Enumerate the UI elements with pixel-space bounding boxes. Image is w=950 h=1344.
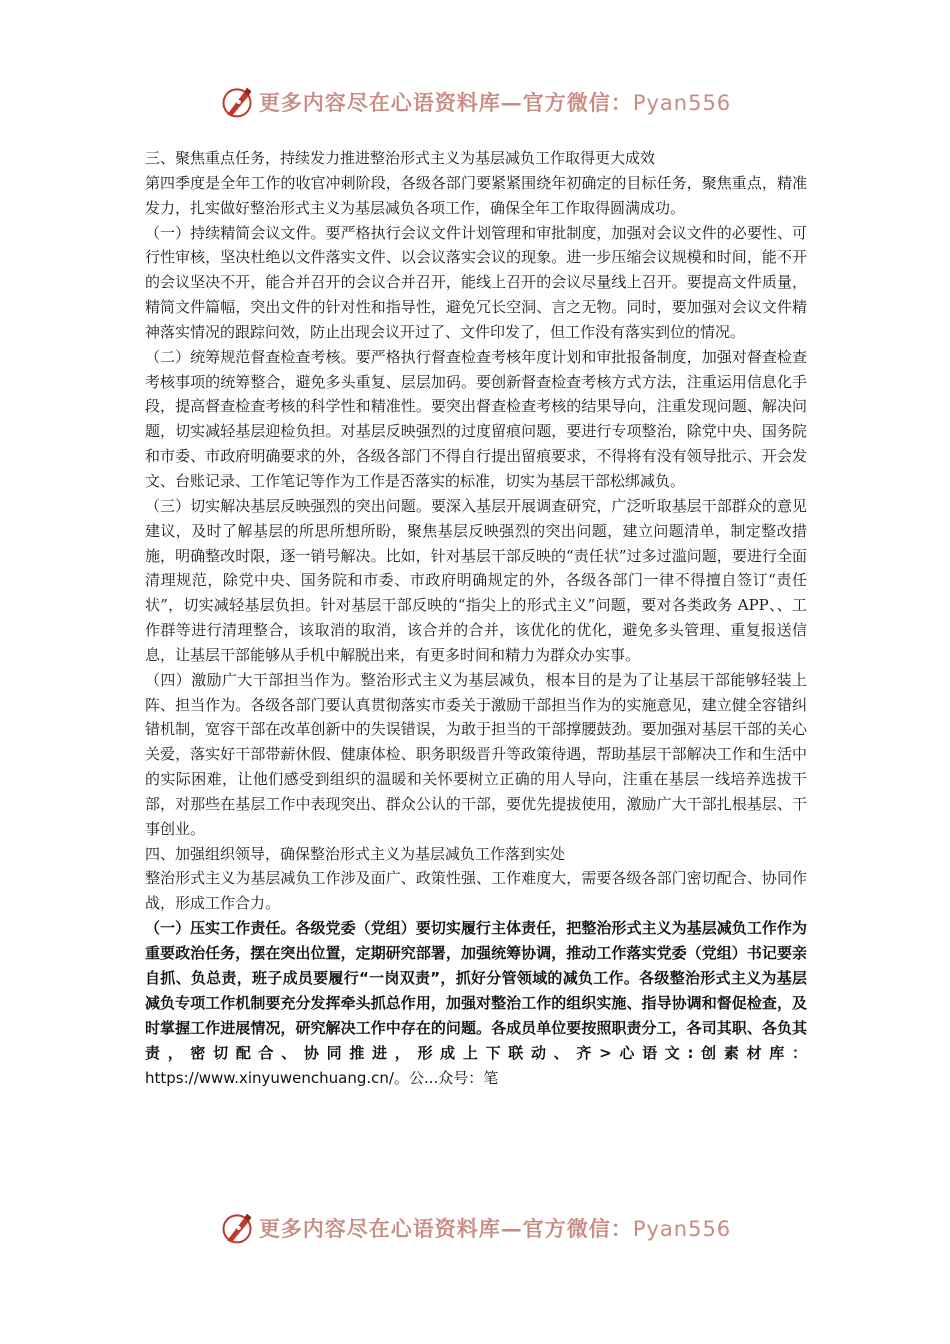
section-heading: 三、聚焦重点任务，持续发力推进整治形式主义为基层减负工作取得更大成效 <box>145 149 656 167</box>
pen-nib-logo-icon <box>219 1210 255 1246</box>
bold-paragraph: （一）压实工作责任。各级党委（党组）要切实履行主体责任，把整治形式主义为基层减负工作作为重要政治任务，摆在突出位置，定期研究部署，加强统筹协调，推动工作落实党委（党组）书记要亲自抓、负总责，班子成员要履行“一岗双责”，抓好分管领域的减负工作。各级整治形式主义为基层减负专项工作机制要充分发挥牵头抓总作用，加强对整治工作的组织实施、指导协调和督促检查，及时掌握工作进展情况，研究解决工作中存在的问题。各成员单位要按照职责分工，各司其职、各负其责，密切配合、协同推进，形成上下联动、齐>心语文:创素材库：https://www.xinyuwenchuang.cn/。公...众号：笔 <box>145 919 807 1087</box>
paragraph: 第四季度是全年工作的收官冲刺阶段，各级各部门要紧紧围绕年初确定的目标任务，聚焦重点，精准发力，扎实做好整治形式主义为基层减负各项工作，确保全年工作取得圆满成功。 <box>145 173 807 217</box>
header-banner <box>0 82 950 122</box>
footer-banner <box>0 1208 950 1248</box>
document-body <box>145 146 807 1091</box>
paragraph: （四）激励广大干部担当作为。整治形式主义为基层减负，根本目的是为了让基层干部能够轻装上阵、担当作为。各级各部门要认真贯彻落实市委关于激励干部担当作为的实施意见，建立健全容错纠错机制，宽容干部在改革创新中的失误错误，为敢于担当的干部撑腰鼓劲。要加强对基层干部的关心关爱，落实好干部带薪休假、健康体检、职务职级晋升等政策待遇，帮助基层干部解决工作和生活中的实际困难，让他们感受到组织的温暖和关怀要树立正确的用人导向，注重在基层一线培养选拔干部，对那些在基层工作中表现突出、群众公认的干部，要优先提拔使用，激励广大干部扎根基层、干事创业。 <box>145 670 807 838</box>
paragraph: （二）统筹规范督查检查考核。要严格执行督查检查考核年度计划和审批报备制度，加强对督查检查考核事项的统筹整合，避免多头重复、层层加码。要创新督查检查考核方式方法，注重运用信息化手段，提高督查检查考核的科学性和精准性。要突出督查检查考核的结果导向，注重发现问题、解决问题，切实减轻基层迎检负担。对基层反映强烈的过度留痕问题，要进行专项整治，除党中央、国务院和市委、市政府明确要求的外，各级各部门不得自行提出留痕要求，不得将有没有领导批示、开会发文、台账记录、工作笔记等作为工作是否落实的标准，切实为基层干部松绑减负。 <box>145 347 807 490</box>
source-link-text: https://www.xinyuwenchuang.cn/。公...众号：笔 <box>145 1068 499 1087</box>
paragraph: （一）持续精简会议文件。要严格执行会议文件计划管理和审批制度，加强对会议文件的必要性、可行性审核，坚决杜绝以文件落实文件、以会议落实会议的现象。进一步压缩会议规模和时间，能不开的会议坚决不开，能合并召开的会议合并召开，能线上召开的会议尽量线上召开。要提高文件质量，精简文件篇幅，突出文件的针对性和指导性，避免冗长空洞、言之无物。同时，要加强对会议文件精神落实情况的跟踪问效，防止出现会议开过了、文件印发了，但工作没有落实到位的情况。 <box>145 223 807 341</box>
paragraph: 整治形式主义为基层减负工作涉及面广、政策性强、工作难度大，需要各级各部门密切配合、协同作战，形成工作合力。 <box>145 869 807 913</box>
section-heading: 四、加强组织领导，确保整治形式主义为基层减负工作落到实处 <box>145 844 566 863</box>
banner-text: 更多内容尽在心语资料库—官方微信：Pyan556 <box>258 1216 732 1241</box>
pen-nib-logo-icon <box>219 84 255 120</box>
banner-text: 更多内容尽在心语资料库—官方微信：Pyan556 <box>258 90 732 115</box>
paragraph: （三）切实解决基层反映强烈的突出问题。要深入基层开展调查研究，广泛听取基层干部群众的意见建议，及时了解基层的所思所想所盼，聚焦基层反映强烈的突出问题，建立问题清单，制定整改措施，明确整改时限，逐一销号解决。比如，针对基层干部反映的“责任状”过多过滥问题，要进行全面清理规范，除党中央、国务院和市委、市政府明确规定的外，各级各部门一律不得擅自签订“责任状”，切实减轻基层负担。针对基层干部反映的“指尖上的形式主义”问题，要对各类政务 APP、、工作群等进行清理整合，该取消的取消，该合并的合并，该优化的优化，避免多头管理、重复报送信息，让基层干部能够从手机中解脱出来，有更多时间和精力为群众办实事。 <box>145 496 807 664</box>
